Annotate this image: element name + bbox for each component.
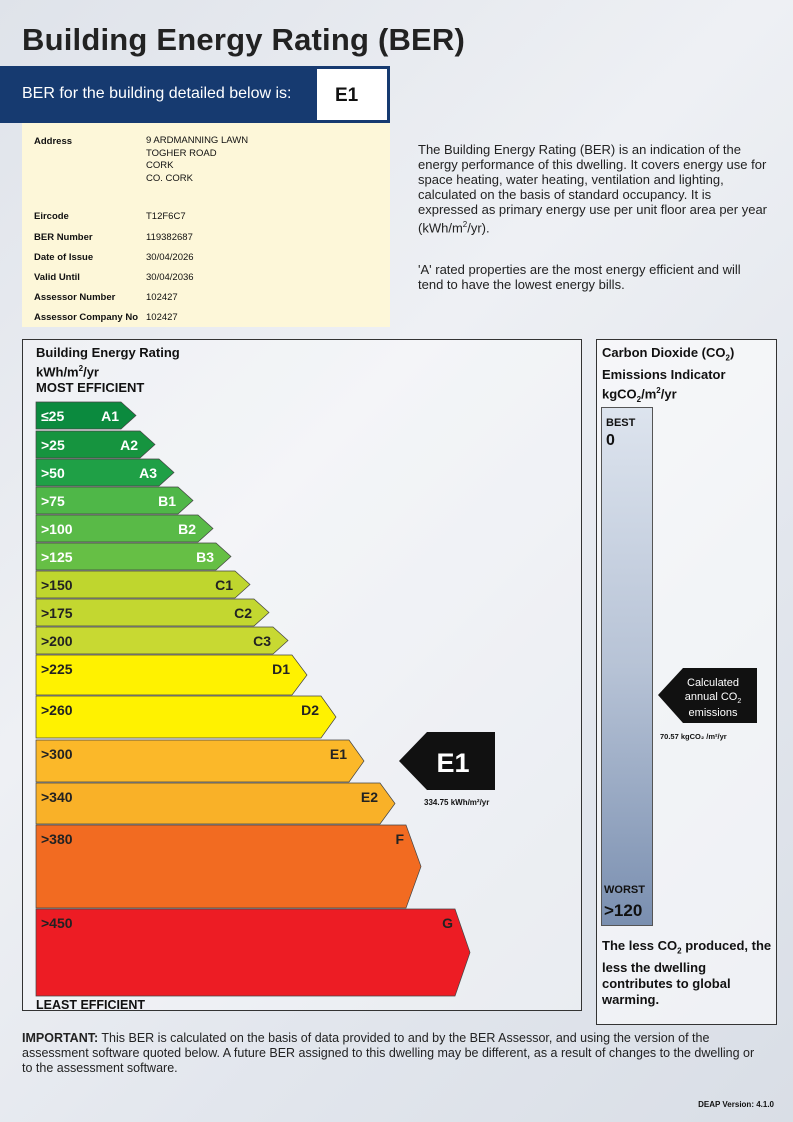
ber-banner-label: BER for the building detailed below is: [22,85,292,102]
co2-worst-label: WORST [604,884,645,896]
band-range-label: ≤25 [41,408,65,424]
band-range-label: >75 [41,493,65,509]
assessor-number-label: Assessor Number [34,292,116,303]
band-range-label: >260 [41,702,73,718]
co2-worst-value: >120 [604,901,643,920]
co2-arrow-line2: annual $CO_2$ [684,691,742,705]
issue-date-label: Date of Issue [34,252,94,263]
valid-until-value: 30/04/2036 [146,272,194,283]
band-range-label: >450 [41,915,73,931]
band-range-label: >150 [41,577,73,593]
co2-heading-title: Carbon Dioxide $(CO_2)$ [602,345,735,363]
valid-until-label: Valid Until [34,272,80,283]
band-rating-label: E2 [360,789,378,805]
issue-date-value: 30/04/2026 [146,252,194,263]
eircode-value: T12F6C7 [146,211,186,222]
band-range-label: >175 [41,605,73,621]
co2-footnote: The less $CO_2$ produced, the less the dwelling contributes to global warming. [602,938,772,1007]
band-rating-label: C3 [253,633,271,649]
band-range-label: >100 [41,521,73,537]
deap-version: DEAP Version: 4.1.0 [698,1100,774,1109]
eircode-label: Eircode [34,211,69,222]
a-rated-note: 'A' rated properties are the most energy efficient and will tend to have the lowest energy bills. [418,262,741,292]
band-range-label: >225 [41,661,73,677]
co2-best-value: 0 [606,432,615,449]
co2-arrow-line1: Calculated [687,677,739,689]
band-rating-label: B1 [158,493,176,509]
band-rating-label: A2 [120,437,138,453]
band-rating-label: A3 [139,465,157,481]
address-line: CO. CORK [146,172,193,184]
ber-number-label: BER Number [34,232,93,243]
important-label: IMPORTANT: [22,1031,99,1045]
band-rating-label: F [395,831,404,847]
assessor-number-value: 102427 [146,292,178,303]
co2-emissions-value: 70.57 kgCO₂ /m²/yr [660,732,727,741]
co2-heading-subtitle: Emissions Indicator [602,366,726,382]
description-superscript: 2 [462,220,468,229]
address-line: CORK [146,160,174,171]
ber-indicator-value: 334.75 kWh/m²/yr [424,798,490,807]
band-range-label: >380 [41,831,73,847]
most-efficient-label: MOST EFFICIENT [36,380,145,396]
band-range-label: >25 [41,437,65,453]
band-rating-label: C1 [215,577,233,593]
least-efficient-label: LEAST EFFICIENT [36,998,146,1012]
band-range-label: >125 [41,549,73,565]
band-range-label: >50 [41,465,65,481]
address-line: 9 ARDMANNING LAWN [146,135,249,146]
band-rating-label: B2 [178,521,196,537]
band-rating-label: C2 [234,605,252,621]
co2-best-label: BEST [606,417,636,429]
band-rating-label: D1 [272,661,290,677]
band-rating-label: G [442,915,453,931]
ber-indicator-rating: E1 [436,748,470,778]
band-rating-label: D2 [301,702,319,718]
co2-arrow-line3: emissions [688,707,738,719]
band-range-label: >300 [41,746,73,762]
description-text-end: /yr). [467,220,490,236]
assessor-company-label: Assessor Company No [34,312,139,323]
page-title: Building Energy Rating (BER) [22,22,466,57]
address-label: Address [34,136,73,147]
important-notice [22,1031,762,1076]
band-rating-label: A1 [101,408,119,424]
ber-rating-box: E1 [316,68,388,121]
description-text: The Building Energy Rating (BER) is an indication of the energy performance of this dwelling. It covers energy use for space heating, water heating, ventilation and lighting, calculated on the basis of standard occupancy. It is expressed as primary energy use per unit floor area per year (kWh/m [418,142,768,236]
scale-heading-title: Building Energy Rating [36,345,180,360]
address-line: TOGHER ROAD [146,147,217,159]
band-range-label: >200 [41,633,73,649]
assessor-company-value: 102427 [146,312,178,323]
scale-heading-unit: kWh/$m^2/yr$ [36,364,99,380]
important-text: This BER is calculated on the basis of data provided to and by the BER Assessor, and using the version of the assessment software quoted below. A future BER assigned to this dwelling may be different, as a result of changes to the dwelling or to the assessment software. [22,1031,755,1075]
band-rating-label: B3 [196,549,214,565]
ber-number-value: 119382687 [146,232,193,243]
band-rating-label: E1 [329,746,347,762]
co2-heading-unit: $kgCO_2/m^2/yr$ [602,385,677,404]
band-range-label: >340 [41,789,73,805]
